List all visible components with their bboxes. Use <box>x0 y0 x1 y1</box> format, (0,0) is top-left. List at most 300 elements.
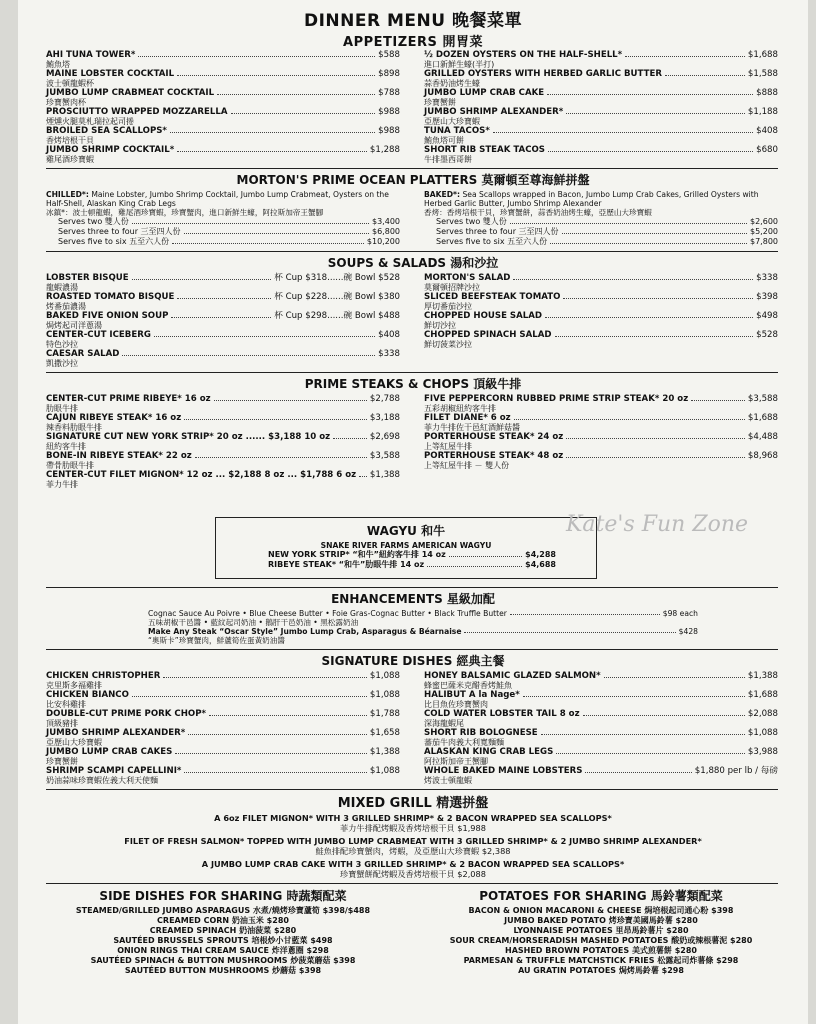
wagyu-items <box>216 550 596 570</box>
side-item: SAUTÉED BRUSSELS SPROUTS 培根炒小甘藍菜 $498 <box>113 936 333 945</box>
menu-item-name: JUMBO SHRIMP ALEXANDER* <box>46 728 186 738</box>
menu-item <box>46 728 400 747</box>
platters-section <box>18 190 808 247</box>
platter-baked-desc: Sea Scallops wrapped in Bacon, Jumbo Lump Crab Cakes, Grilled Oysters with Herbed Garlic Butter, Jumbo Shrimp Alexander <box>424 190 759 208</box>
menu-item-row <box>46 349 400 359</box>
menu-item <box>46 451 400 470</box>
menu-item-chinese: 特色沙拉 <box>46 340 78 349</box>
menu-item-price: $528 <box>756 330 778 340</box>
wagyu-title: WAGYU 和牛 <box>366 524 446 538</box>
menu-item-chinese: 波士頓龍蝦杯 <box>46 79 94 88</box>
menu-item-name: SHRIMP SCAMPI CAPELLINI* <box>46 766 182 776</box>
menu-item-row <box>424 88 778 98</box>
menu-item-chinese: 辣香料肋眼牛排 <box>46 423 102 432</box>
menu-item-price: $888 <box>756 88 778 98</box>
menu-item-chinese: 比安科雞排 <box>46 700 86 709</box>
menu-item-chinese: 蜂蜜巴薩米克醋香烤鮭魚 <box>424 681 512 690</box>
menu-item-row <box>46 766 400 776</box>
menu-item-row <box>46 690 400 700</box>
grill-item-chinese: 菲力牛排配烤蝦及香烤培根干貝 $1,988 <box>340 823 486 833</box>
menu-item-price: $408 <box>756 126 778 136</box>
menu-item <box>46 709 400 728</box>
menu-item-row <box>424 311 778 321</box>
menu-item-row <box>424 292 778 302</box>
menu-item-row <box>424 671 778 681</box>
menu-item-name: FIVE PEPPERCORN RUBBED PRIME STRIP STEAK* 20 oz <box>424 394 689 404</box>
menu-item-price: $988 <box>378 107 400 117</box>
menu-item-name: COLD WATER LOBSTER TAIL 8 oz <box>424 709 580 719</box>
menu-item <box>424 145 778 164</box>
menu-item-name: LOBSTER BISQUE <box>46 273 129 283</box>
menu-item-chinese: 烤番茄濃湯 <box>46 302 86 311</box>
menu-item-price: 杯 Cup $228......碗 Bowl $380 <box>274 292 400 302</box>
dot-leader <box>214 394 367 401</box>
menu-item <box>46 766 400 785</box>
menu-item-row <box>46 747 400 757</box>
menu-item-name: SHORT RIB STEAK TACOS <box>424 145 545 155</box>
menu-item-price: $1,788 <box>369 709 400 719</box>
menu-item-name: GRILLED OYSTERS WITH HERBED GARLIC BUTTER <box>424 69 662 79</box>
menu-item-chinese: 五彩胡椒紐約客牛排 <box>424 404 496 413</box>
menu-item-price: $498 <box>756 311 778 321</box>
menu-item-name: BROILED SEA SCALLOPS* <box>46 126 167 136</box>
menu-item <box>424 451 778 470</box>
menu-item-chinese: 肋眼牛排 <box>46 404 78 413</box>
menu-item-name: PORTERHOUSE STEAK* 48 oz <box>424 451 564 461</box>
menu-item-name: SLICED BEEFSTEAK TOMATO <box>424 292 561 302</box>
menu-item-price: $1,388 <box>369 470 400 480</box>
size-row <box>46 237 400 247</box>
platter-baked-sizes <box>424 217 778 247</box>
menu-item-name: FILET DIANE* 6 oz <box>424 413 511 423</box>
menu-item-name: JUMBO SHRIMP COCKTAIL* <box>46 145 175 155</box>
menu-item <box>424 273 778 292</box>
size-label: NEW YORK STRIP* “和牛”紐約客牛排 14 oz <box>268 550 446 559</box>
size-label: Serves three to four 三至四人份 <box>58 227 181 236</box>
size-label: Serves three to four 三至四人份 <box>436 227 559 236</box>
divider <box>46 789 778 790</box>
dot-leader <box>604 671 745 678</box>
size-price: $4,288 <box>525 550 556 559</box>
menu-item-price: $8,968 <box>747 451 778 461</box>
soups-left <box>46 273 400 368</box>
dot-leader <box>566 107 745 114</box>
divider <box>46 168 778 169</box>
menu-item-row <box>424 145 778 155</box>
dot-leader <box>547 88 753 95</box>
size-label: RIBEYE STEAK* “和牛”肋眼牛排 14 oz <box>268 560 425 569</box>
menu-item-chinese: 凱撒沙拉 <box>46 359 78 368</box>
sides-column <box>46 886 400 976</box>
menu-item-name: SIGNATURE CUT NEW YORK STRIP* 20 oz ...... $3,188 10 oz <box>46 432 331 442</box>
size-row <box>424 237 778 247</box>
dot-leader <box>665 69 745 76</box>
potatoes-column <box>424 886 778 976</box>
dot-leader <box>177 292 271 299</box>
menu-item-name: AHI TUNA TOWER* <box>46 50 136 60</box>
dot-leader <box>132 217 369 224</box>
side-item: CREAMED CORN 奶油玉米 $280 <box>157 916 289 925</box>
menu-item-price: $1,088 <box>747 728 778 738</box>
menu-item-row <box>424 709 778 719</box>
dot-leader <box>132 273 272 280</box>
menu-item-chinese: 進口新鮮生蠔(半打) <box>424 60 495 69</box>
menu-item-price: $1,088 <box>369 766 400 776</box>
size-row <box>424 227 778 237</box>
dot-leader <box>184 227 369 234</box>
platter-chilled-sizes <box>46 217 400 247</box>
enh-zh2: “奧斯卡”珍寶蟹肉，鮮蘆筍佐蛋黃奶油醬 <box>148 636 285 645</box>
side-item: HASHED BROWN POTATOES 美式煎薯餅 $280 <box>505 946 697 955</box>
dot-leader <box>132 690 367 697</box>
menu-item-name: MORTON'S SALAD <box>424 273 511 283</box>
menu-item-name: CAESAR SALAD <box>46 349 120 359</box>
menu-item-price: $1,388 <box>747 671 778 681</box>
steaks-title: PRIME STEAKS & CHOPS 頂級牛排 <box>304 377 522 391</box>
menu-item-chinese: 帶骨肋眼牛排 <box>46 461 94 470</box>
menu-item-chinese: 鮮切菠菜沙拉 <box>424 340 472 349</box>
menu-item-row <box>424 413 778 423</box>
potatoes-title: POTATOES FOR SHARING 馬鈴薯類配菜 <box>479 889 723 903</box>
dot-leader <box>122 349 375 356</box>
size-price: $10,200 <box>366 237 400 246</box>
menu-item <box>46 311 400 330</box>
menu-item <box>424 432 778 451</box>
menu-item-name: CENTER-CUT PRIME RIBEYE* 16 oz <box>46 394 211 404</box>
menu-item <box>424 766 778 785</box>
menu-item-chinese: 上等紅屋牛排 <box>424 442 472 451</box>
menu-item-row <box>46 50 400 60</box>
appetizers-right <box>424 50 778 164</box>
steaks-section <box>18 394 808 489</box>
dot-leader <box>523 690 745 697</box>
soups-title: SOUPS & SALADS 湯和沙拉 <box>327 256 499 270</box>
menu-item-chinese: 比目魚佐珍寶蟹肉 <box>424 700 488 709</box>
dot-leader <box>555 330 754 337</box>
side-item: SAUTÉED SPINACH & BUTTON MUSHROOMS 炒菠菜蘑菇 $398 <box>90 956 356 965</box>
dot-leader <box>175 747 367 754</box>
menu-item-name: ROASTED TOMATO BISQUE <box>46 292 175 302</box>
menu-item <box>46 107 400 126</box>
menu-item-price: $3,588 <box>747 394 778 404</box>
platter-baked-head: BAKED*: <box>424 190 461 199</box>
menu-item <box>46 432 400 451</box>
menu-item-row <box>46 292 400 302</box>
platter-chilled <box>46 190 400 247</box>
menu-item-name: PROSCIUTTO WRAPPED MOZZARELLA <box>46 107 228 117</box>
menu-item-chinese: 莫爾頓招牌沙拉 <box>424 283 480 292</box>
menu-item <box>424 292 778 311</box>
enh-price1: $98 each <box>662 609 698 618</box>
platter-chilled-zh: 冰鎮*：波士頓龍蝦，雞尾酒珍寶蝦，珍寶蟹肉，進口新鮮生蠔，阿拉斯加帝王蟹腳 <box>46 208 324 217</box>
menu-item-row <box>424 69 778 79</box>
potatoes-list <box>424 906 778 976</box>
appetizers-section <box>18 50 808 164</box>
dot-leader <box>172 237 364 244</box>
dot-leader <box>449 550 522 557</box>
size-label: Serves two 雙人份 <box>436 217 507 226</box>
menu-item-name: BONE-IN RIBEYE STEAK* 22 oz <box>46 451 192 461</box>
wagyu-box <box>215 517 597 579</box>
sides-list <box>46 906 400 976</box>
grill-item-desc: A 6oz FILET MIGNON* WITH 3 GRILLED SHRIMP* & 2 BACON WRAPPED SEA SCALLOPS* <box>214 813 612 823</box>
menu-item-name: JUMBO LUMP CRABMEAT COCKTAIL <box>46 88 215 98</box>
dot-leader <box>333 432 367 439</box>
menu-item <box>424 311 778 330</box>
menu-item-name: BAKED FIVE ONION SOUP <box>46 311 169 321</box>
size-price: $2,600 <box>750 217 778 226</box>
grill-item <box>18 813 808 833</box>
menu-item-chinese: 鮮切沙拉 <box>424 321 456 330</box>
menu-item <box>46 413 400 432</box>
menu-item-row <box>424 728 778 738</box>
menu-item-chinese: 鮪魚塔 <box>46 60 70 69</box>
menu-item <box>46 349 400 368</box>
side-item: JUMBO BAKED POTATO 烤珍寶美國馬鈴薯 $280 <box>504 916 698 925</box>
grill-item-desc: FILET OF FRESH SALMON* TOPPED WITH JUMBO LUMP CRABMEAT WITH 3 GRILLED SHRIMP* & 2 JUMBO SHRIMP ALEXANDER* <box>124 836 702 846</box>
menu-item <box>424 728 778 747</box>
platter-chilled-desc: Maine Lobster, Jumbo Shrimp Cocktail, Jumbo Lump Crabmeat, Oysters on the Half-Shell, Alaskan King Crab Legs <box>46 190 389 208</box>
menu-item <box>424 107 778 126</box>
side-item: STEAMED/GRILLED JUMBO ASPARAGUS 水煮/燒烤珍寶蘆筍 $398/$488 <box>75 906 371 915</box>
dot-leader <box>550 237 747 244</box>
menu-item-name: HALIBUT A la Nage* <box>424 690 520 700</box>
menu-item-chinese: 香烤培根干貝 <box>46 136 94 145</box>
menu-item-chinese: 珍寶蟹餅 <box>424 98 456 107</box>
sharing-section <box>18 886 808 976</box>
menu-item-chinese: 烤波士頓龍蝦 <box>424 776 472 785</box>
menu-item <box>46 470 400 489</box>
menu-item-row <box>46 107 400 117</box>
grill-items <box>18 813 808 879</box>
menu-item-name: CHOPPED SPINACH SALAD <box>424 330 552 340</box>
menu-item-chinese: 亞歷山大珍寶蝦 <box>424 117 480 126</box>
menu-item-chinese: 亞歷山大珍寶蝦 <box>46 738 102 747</box>
sides-title: SIDE DISHES FOR SHARING 時蔬類配菜 <box>99 889 347 903</box>
signature-title: SIGNATURE DISHES 經典主餐 <box>321 654 505 668</box>
menu-item-row <box>46 728 400 738</box>
size-label: Serves two 雙人份 <box>58 217 129 226</box>
menu-item-chinese: 上等紅屋牛排 － 雙人份 <box>424 461 510 470</box>
size-row <box>256 560 556 570</box>
menu-item-price: $1,688 <box>747 690 778 700</box>
menu-page <box>18 0 808 1024</box>
menu-item-row <box>46 470 400 480</box>
menu-item <box>46 69 400 88</box>
dot-leader <box>562 227 747 234</box>
menu-item <box>46 671 400 690</box>
menu-item-price: $1,688 <box>747 50 778 60</box>
divider <box>46 587 778 588</box>
menu-item-row <box>46 273 400 283</box>
menu-item-name: HONEY BALSAMIC GLAZED SALMON* <box>424 671 601 681</box>
enhancements-section <box>18 609 808 645</box>
menu-item-name: MAINE LOBSTER COCKTAIL <box>46 69 175 79</box>
menu-item-name: TUNA TACOS* <box>424 126 490 136</box>
menu-item-row <box>46 88 400 98</box>
size-row <box>256 550 556 560</box>
divider <box>46 251 778 252</box>
menu-item-price: $398 <box>756 292 778 302</box>
dot-leader <box>585 766 691 773</box>
menu-item-name: CAJUN RIBEYE STEAK* 16 oz <box>46 413 182 423</box>
signature-right <box>424 671 778 785</box>
menu-item <box>424 394 778 413</box>
size-label: Serves five to six 五至六人份 <box>58 237 170 246</box>
menu-item <box>424 690 778 709</box>
menu-item <box>424 413 778 432</box>
menu-item-price: $338 <box>378 349 400 359</box>
dot-leader <box>510 217 747 224</box>
menu-item-name: SHORT RIB BOLOGNESE <box>424 728 538 738</box>
menu-item-price: $2,698 <box>369 432 400 442</box>
steaks-left <box>46 394 400 489</box>
menu-item <box>46 145 400 164</box>
dot-leader <box>171 311 271 318</box>
menu-item <box>424 330 778 349</box>
menu-item <box>46 690 400 709</box>
menu-item-name: CHICKEN CHRISTOPHER <box>46 671 161 681</box>
menu-item-name: PORTERHOUSE STEAK* 24 oz <box>424 432 564 442</box>
dot-leader <box>188 728 367 735</box>
menu-item-price: $1,288 <box>369 145 400 155</box>
menu-item-name: DOUBLE-CUT PRIME PORK CHOP* <box>46 709 207 719</box>
menu-item-row <box>46 451 400 461</box>
menu-item-name: JUMBO LUMP CRAB CAKE <box>424 88 545 98</box>
menu-item-name: ALASKAN KING CRAB LEGS <box>424 747 554 757</box>
side-item: ONION RINGS THAI CREAM SAUCE 炸洋蔥圈 $298 <box>117 946 329 955</box>
menu-item-price: $588 <box>378 50 400 60</box>
grill-item <box>18 859 808 879</box>
size-price: $6,800 <box>372 227 400 236</box>
divider <box>46 649 778 650</box>
menu-item-row <box>424 690 778 700</box>
menu-item-name: CENTER-CUT ICEBERG <box>46 330 151 340</box>
size-row <box>46 217 400 227</box>
menu-item-row <box>424 273 778 283</box>
grill-item-desc: A JUMBO LUMP CRAB CAKE WITH 3 GRILLED SHRIMP* & 2 BACON WRAPPED SEA SCALLOPS* <box>201 859 625 869</box>
side-item: CREAMED SPINACH 奶油菠菜 $280 <box>149 926 297 935</box>
steaks-right <box>424 394 778 489</box>
dot-leader <box>541 728 745 735</box>
side-item: BACON & ONION MACARONI & CHEESE 焗培根起司通心粉 $398 <box>468 906 734 915</box>
menu-item-row <box>46 709 400 719</box>
signature-left <box>46 671 400 785</box>
watermark: Kate's Fun Zone <box>566 512 749 537</box>
menu-item-chinese: 頂級豬排 <box>46 719 78 728</box>
menu-item-row <box>46 330 400 340</box>
menu-item <box>424 709 778 728</box>
menu-item-row <box>424 107 778 117</box>
menu-item <box>424 88 778 107</box>
menu-item-chinese: 克里斯多福雞排 <box>46 681 102 690</box>
size-price: $7,800 <box>750 237 778 246</box>
dot-leader <box>163 671 367 678</box>
menu-item-price: $1,088 <box>369 671 400 681</box>
grill-item-chinese: 鮭魚排配珍寶蟹肉，烤蝦，及亞歷山大珍寶蝦 $2,388 <box>315 846 511 856</box>
menu-item-row <box>424 766 778 776</box>
menu-item-chinese: 紐約客牛排 <box>46 442 86 451</box>
enh-line2: Make Any Steak “Oscar Style” Jumbo Lump Crab, Asparagus & Béarnaise <box>148 627 462 636</box>
menu-item-name: JUMBO LUMP CRAB CAKES <box>46 747 173 757</box>
side-item: SOUR CREAM/HORSERADISH MASHED POTATOES 酸奶或辣根薯泥 $280 <box>449 936 753 945</box>
menu-item-row <box>424 50 778 60</box>
menu-item-price: $788 <box>378 88 400 98</box>
menu-item-chinese: 鮪魚塔可餅 <box>424 136 464 145</box>
menu-item <box>424 69 778 88</box>
menu-item-chinese: 煙燻火腿莫札瑞拉起司捲 <box>46 117 134 126</box>
menu-item-price: $3,188 <box>369 413 400 423</box>
platter-baked <box>424 190 778 247</box>
size-price: $3,400 <box>372 217 400 226</box>
dot-leader <box>514 413 745 420</box>
divider <box>46 883 778 884</box>
menu-item-row <box>424 126 778 136</box>
menu-item-price: $3,988 <box>747 747 778 757</box>
dot-leader <box>563 292 753 299</box>
menu-item-price: $2,788 <box>369 394 400 404</box>
enh-line1: Cognac Sauce Au Poivre • Blue Cheese Butter • Foie Gras-Cognac Butter • Black Truffle Butter <box>148 609 507 618</box>
dot-leader <box>583 709 745 716</box>
dot-leader <box>566 451 745 458</box>
menu-item-name: CHICKEN BIANCO <box>46 690 129 700</box>
menu-item-row <box>424 432 778 442</box>
menu-item-chinese: 珍寶蟹肉杯 <box>46 98 86 107</box>
menu-item-price: $988 <box>378 126 400 136</box>
dot-leader <box>184 413 367 420</box>
menu-item-chinese: 菲力牛排佐干邑紅酒鮮菇醬 <box>424 423 520 432</box>
menu-item-price: $338 <box>756 273 778 283</box>
menu-item-price: $1,188 <box>747 107 778 117</box>
page-title: DINNER MENU 晚餐菜單 <box>304 11 522 31</box>
size-row <box>424 217 778 227</box>
menu-item-chinese: 蕃茄牛肉義大利寬麵麵 <box>424 738 504 747</box>
menu-item <box>46 330 400 349</box>
appetizers-left <box>46 50 400 164</box>
menu-item <box>46 50 400 69</box>
menu-item-price: $2,088 <box>747 709 778 719</box>
menu-item-price: $898 <box>378 69 400 79</box>
grill-item <box>18 836 808 856</box>
soups-right <box>424 273 778 368</box>
menu-item-name: JUMBO SHRIMP ALEXANDER* <box>424 107 564 117</box>
menu-item-row <box>46 413 400 423</box>
menu-item-price: $4,488 <box>747 432 778 442</box>
dot-leader <box>184 766 367 773</box>
menu-item-row <box>46 145 400 155</box>
menu-item-row <box>46 126 400 136</box>
dot-leader <box>513 273 753 280</box>
side-item: PARMESAN & TRUFFLE MATCHSTICK FRIES 松露起司炸薯條 $298 <box>463 956 739 965</box>
signature-section <box>18 671 808 785</box>
dot-leader <box>231 107 376 114</box>
menu-item-row <box>46 394 400 404</box>
soups-section <box>18 273 808 368</box>
menu-item <box>46 394 400 413</box>
grill-title: MIXED GRILL 精選拼盤 <box>337 796 489 811</box>
size-price: $5,200 <box>750 227 778 236</box>
menu-item <box>424 747 778 766</box>
grill-item-chinese: 珍寶蟹餅配烤蝦及香烤培根干貝 $2,088 <box>340 869 486 879</box>
menu-item-price: 杯 Cup $298......碗 Bowl $488 <box>274 311 400 321</box>
dot-leader <box>691 394 745 401</box>
menu-item-chinese: 奶油蒜味珍寶蝦佐義大利天使麵 <box>46 776 158 785</box>
menu-item-chinese: 深海龍蝦尾 <box>424 719 464 728</box>
menu-item-price: $1,688 <box>747 413 778 423</box>
side-item: SAUTÉED BUTTON MUSHROOMS 炒蘑菇 $398 <box>124 966 322 975</box>
menu-item-row <box>46 432 400 442</box>
wagyu-subtitle: SNAKE RIVER FARMS AMERICAN WAGYU <box>320 541 492 550</box>
